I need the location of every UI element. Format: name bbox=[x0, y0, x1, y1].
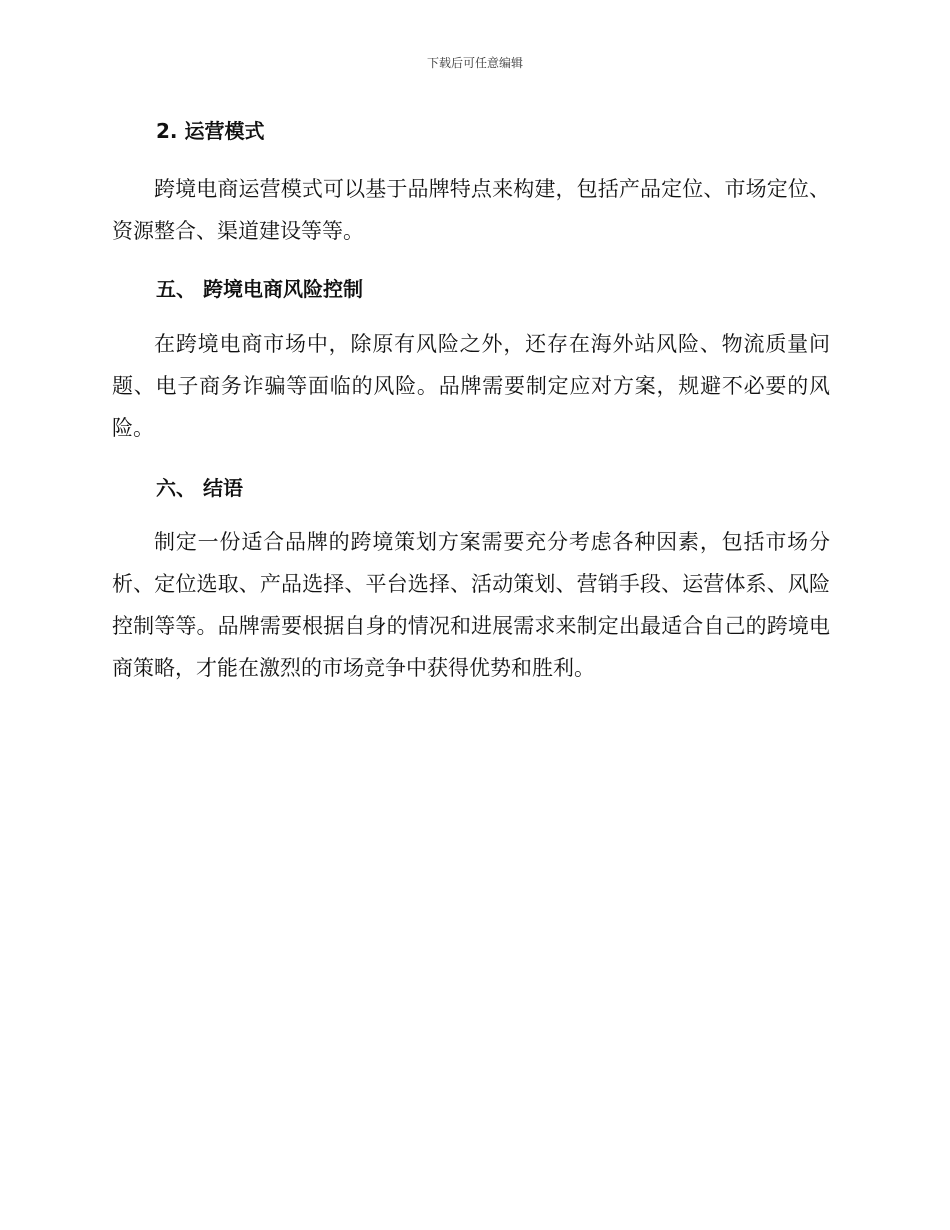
section-heading-conclusion: 六、 结语 bbox=[156, 476, 243, 500]
paragraph-risk-control: 在跨境电商市场中，除原有风险之外，还存在海外站风险、物流质量问题、电子商务诈骗等面临的风险。品牌需要制定应对方案，规避不必要的风险。 bbox=[112, 332, 830, 440]
page-header-note: 下载后可任意编辑 bbox=[426, 56, 523, 70]
paragraph-conclusion: 制定一份适合品牌的跨境策划方案需要充分考虑各种因素，包括市场分析、定位选取、产品选择、平台选择、活动策划、营销手段、运营体系、风险控制等等。品牌需要根据自身的情况和进展需求来制定出最适合自己的跨境电商策略，才能在激烈的市场竞争中获得优势和胜利。 bbox=[112, 530, 830, 680]
paragraph-operation-model: 跨境电商运营模式可以基于品牌特点来构建，包括产品定位、市场定位、资源整合、渠道建设等等。 bbox=[112, 177, 830, 243]
section-heading-risk-control: 五、 跨境电商风险控制 bbox=[156, 277, 363, 301]
section-heading-operation-model: 2. 运营模式 bbox=[156, 119, 265, 143]
document-body bbox=[112, 110, 830, 689]
